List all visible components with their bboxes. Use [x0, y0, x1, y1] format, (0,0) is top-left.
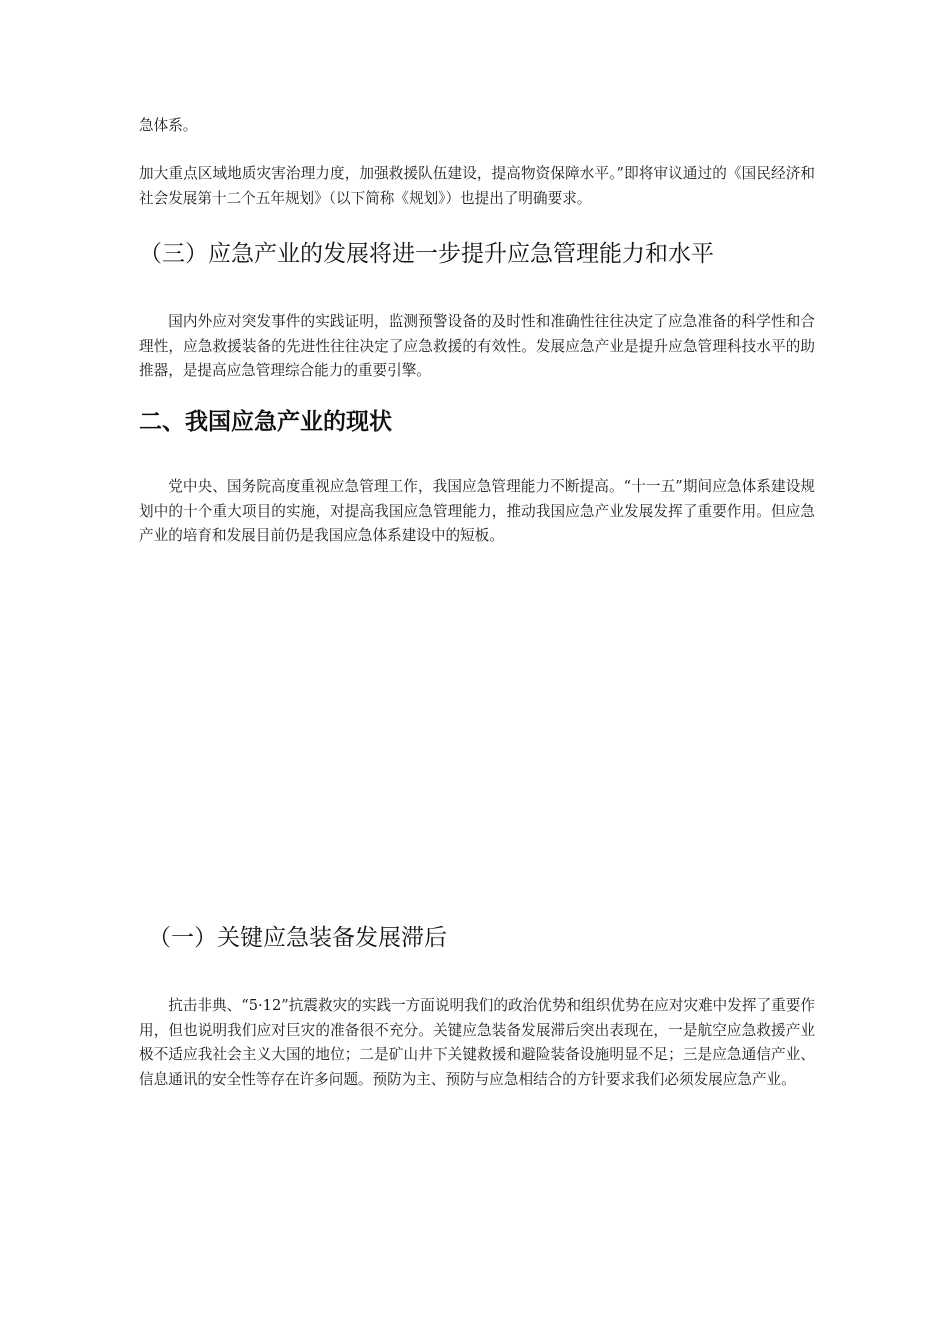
- section-heading-current-status: 二、我国应急产业的现状: [139, 409, 392, 435]
- paragraph-continuation: 急体系。: [139, 117, 198, 134]
- paragraph-emergency-management: 国内外应对突发事件的实践证明，监测预警设备的及时性和准确性往往决定了应急准备的科学性和合理性，应急救援装备的先进性往往决定了应急救援的有效性。发展应急产业是提升应急管理科技水平的助推器，是提高应急管理综合能力的重要引擎。: [139, 313, 815, 379]
- paragraph-plan-requirements: 加大重点区域地质灾害治理力度，加强救援队伍建设，提高物资保障水平。”即将审议通过的《国民经济和社会发展第十二个五年规划》（以下简称《规划》）也提出了明确要求。: [139, 165, 815, 207]
- section-heading-1: （一）关键应急装备发展滞后: [148, 925, 447, 951]
- paragraph-current-status: 党中央、国务院高度重视应急管理工作，我国应急管理能力不断提高。“十一五”期间应急体系建设规划中的十个重大项目的实施，对提高我国应急管理能力，推动我国应急产业发展发挥了重要作用。但应急产业的培育和发展目前仍是我国应急体系建设中的短板。: [139, 478, 815, 544]
- paragraph-equipment-lag: 抗击非典、“5·12”抗震救灾的实践一方面说明我们的政治优势和组织优势在应对灾难中发挥了重要作用，但也说明我们应对巨灾的准备很不充分。关键应急装备发展滞后突出表现在，一是航空应急救援产业极不适应我社会主义大国的地位；二是矿山井下关键救援和避险装备设施明显不足；三是应急通信产业、信息通讯的安全性等存在许多问题。预防为主、预防与应急相结合的方针要求我们必须发展应急产业。: [139, 997, 815, 1088]
- section-heading-3: （三）应急产业的发展将进一步提升应急管理能力和水平: [139, 241, 714, 267]
